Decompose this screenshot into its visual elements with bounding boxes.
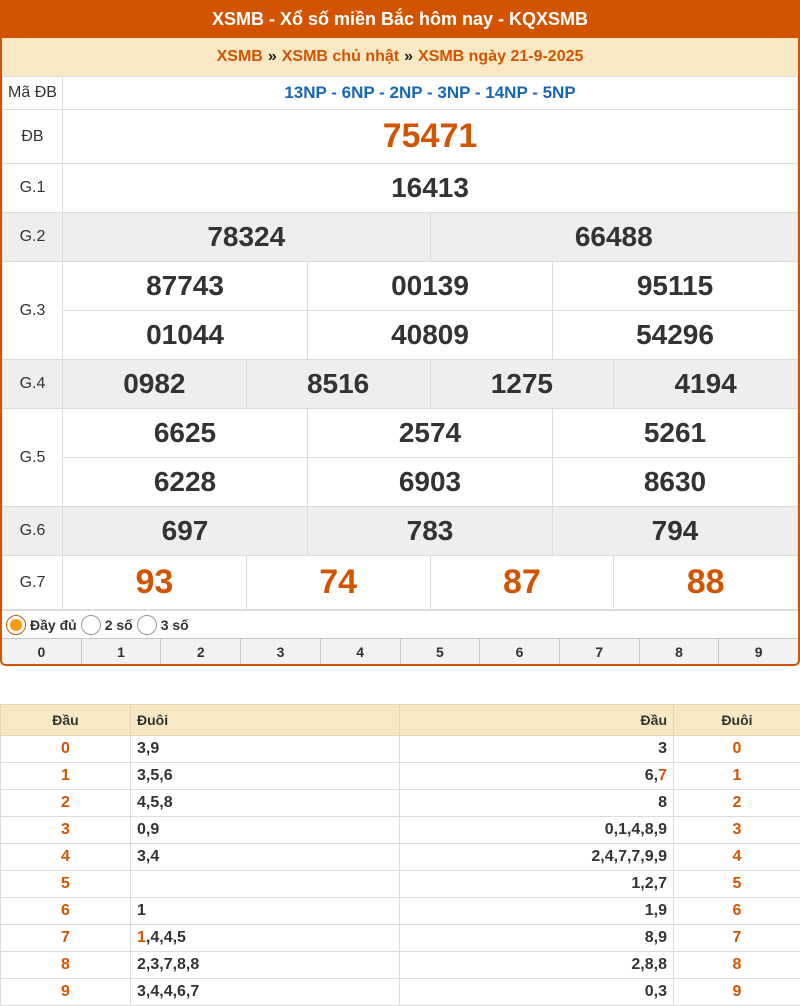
prize-2: 66488 (430, 213, 798, 262)
breadcrumb-xsmb-sunday[interactable]: XSMB chủ nhật (281, 48, 400, 65)
digit-filter-4[interactable]: 4 (321, 639, 401, 665)
digit-filter-3[interactable]: 3 (241, 639, 321, 665)
loto-header-dau: Đầu (400, 705, 674, 736)
loto-header-duoi: Đuôi (131, 705, 400, 736)
prize-5: 2574 (308, 409, 553, 458)
prize-4: 1275 (430, 360, 614, 409)
prize-7: 74 (246, 556, 430, 610)
prize-4: 8516 (246, 360, 430, 409)
option-2-digits[interactable] (81, 615, 133, 635)
loto-dau-reverse: 8 (400, 790, 674, 817)
madb-label: Mã ĐB (3, 77, 63, 110)
loto-dau-reverse: 2,8,8 (400, 952, 674, 979)
loto-dau-reverse: 0,3 (400, 979, 674, 1006)
display-options (2, 610, 798, 638)
table-row (1, 817, 800, 844)
loto-duoi-digit: 4 (674, 844, 800, 871)
breadcrumb (2, 38, 798, 76)
loto-duoi: 2,3,7,8,8 (131, 952, 400, 979)
table-row (1, 844, 800, 871)
table-row (1, 736, 800, 763)
breadcrumb-separator: » (267, 48, 277, 65)
prize-3: 54296 (553, 311, 798, 360)
loto-duoi: 4,5,8 (131, 790, 400, 817)
option-label: 2 số (104, 616, 133, 633)
prize-5: 6625 (63, 409, 308, 458)
loto-dau: 5 (1, 871, 131, 898)
prize-4: 4194 (614, 360, 798, 409)
loto-dau-reverse: 1,2,7 (400, 871, 674, 898)
loto-duoi (131, 925, 400, 952)
option-3-digits[interactable] (137, 615, 189, 635)
prize-5: 6903 (308, 458, 553, 507)
digit-filter-2[interactable]: 2 (161, 639, 241, 665)
loto-duoi-digit: 6 (674, 898, 800, 925)
loto-duoi-digit: 3 (674, 817, 800, 844)
loto-duoi: 1 (131, 898, 400, 925)
loto-duoi-digit: 1 (674, 763, 800, 790)
breadcrumb-xsmb[interactable]: XSMB (216, 48, 263, 65)
loto-duoi: 0,9 (131, 817, 400, 844)
digit-filter-9[interactable]: 9 (754, 644, 763, 660)
loto-dau: 1 (1, 763, 131, 790)
loto-dau-reverse: 3 (400, 736, 674, 763)
option-full[interactable] (6, 615, 77, 635)
g5-label: G.5 (3, 409, 63, 507)
loto-duoi-digit: 8 (674, 952, 800, 979)
loto-table (0, 704, 800, 1006)
prize-2: 78324 (63, 213, 431, 262)
loto-dau-reverse: 2,4,7,7,9,9 (400, 844, 674, 871)
table-row (1, 952, 800, 979)
radio-icon[interactable] (137, 615, 157, 635)
prize-3: 95115 (553, 262, 798, 311)
loto-dau: 2 (1, 790, 131, 817)
loto-duoi (131, 871, 400, 898)
loto-value-highlight: 1 (137, 929, 146, 946)
loto-dau-reverse: 1,9 (400, 898, 674, 925)
loto-dau: 6 (1, 898, 131, 925)
g2-label: G.2 (3, 213, 63, 262)
prize-3: 40809 (308, 311, 553, 360)
digit-filter-8[interactable]: 8 (640, 639, 720, 665)
digit-filter-bar (2, 638, 798, 665)
table-row (1, 763, 800, 790)
db-label: ĐB (3, 110, 63, 164)
loto-dau-reverse: 0,1,4,8,9 (400, 817, 674, 844)
g3-label: G.3 (3, 262, 63, 360)
loto-duoi: 3,4,4,6,7 (131, 979, 400, 1006)
prize-5: 6228 (63, 458, 308, 507)
prize-3: 01044 (63, 311, 308, 360)
digit-filter-5[interactable]: 5 (401, 639, 481, 665)
loto-header-dau: Đầu (1, 705, 131, 736)
loto-duoi-digit: 9 (674, 979, 800, 1006)
radio-selected-icon[interactable] (6, 615, 26, 635)
prize-7: 93 (63, 556, 247, 610)
prize-5: 5261 (553, 409, 798, 458)
loto-duoi: 3,9 (131, 736, 400, 763)
table-row (1, 925, 800, 952)
g6-label: G.6 (3, 507, 63, 556)
loto-dau: 8 (1, 952, 131, 979)
page-title: XSMB - Xổ số miền Bắc hôm nay - KQXSMB (0, 0, 800, 38)
digit-filter-7[interactable]: 7 (560, 639, 640, 665)
prize-6: 783 (308, 507, 553, 556)
loto-dau: 3 (1, 817, 131, 844)
g4-label: G.4 (3, 360, 63, 409)
prize-7: 88 (614, 556, 798, 610)
loto-duoi-digit: 7 (674, 925, 800, 952)
option-label: Đầy đủ (30, 616, 77, 633)
digit-filter-6[interactable]: 6 (480, 639, 560, 665)
loto-value: ,4,4,5 (145, 929, 186, 946)
radio-icon[interactable] (81, 615, 101, 635)
table-row (1, 898, 800, 925)
loto-dau: 0 (1, 736, 131, 763)
prize-3: 87743 (63, 262, 308, 311)
madb-value: 13NP - 6NP - 2NP - 3NP - 14NP - 5NP (63, 77, 798, 110)
prize-7: 87 (430, 556, 614, 610)
loto-dau-reverse: 8,9 (400, 925, 674, 952)
loto-dau-reverse (400, 763, 674, 790)
prize-6: 794 (553, 507, 798, 556)
loto-dau: 9 (1, 979, 131, 1006)
table-row (1, 790, 800, 817)
loto-dau: 7 (1, 925, 131, 952)
breadcrumb-xsmb-date[interactable]: XSMB ngày 21-9-2025 (417, 48, 584, 65)
loto-value: 6, (644, 767, 659, 784)
loto-dau: 4 (1, 844, 131, 871)
prize-6: 697 (63, 507, 308, 556)
loto-duoi: 3,4 (131, 844, 400, 871)
g7-label: G.7 (3, 556, 63, 610)
prize-3: 00139 (308, 262, 553, 311)
loto-duoi: 3,5,6 (131, 763, 400, 790)
breadcrumb-separator: » (404, 48, 413, 65)
loto-duoi-digit: 5 (674, 871, 800, 898)
g1-label: G.1 (3, 164, 63, 213)
loto-duoi-digit: 2 (674, 790, 800, 817)
prize-4: 0982 (63, 360, 247, 409)
special-prize: 75471 (63, 110, 798, 164)
table-row (1, 979, 800, 1006)
digit-filter-0[interactable]: 0 (2, 639, 82, 665)
option-label: 3 số (160, 616, 189, 633)
loto-duoi-digit: 0 (674, 736, 800, 763)
table-row (1, 871, 800, 898)
prize-5: 8630 (553, 458, 798, 507)
loto-header-duoi: Đuôi (674, 705, 800, 736)
results-table (2, 76, 798, 610)
prize-1: 16413 (63, 164, 798, 213)
loto-value-highlight: 7 (658, 767, 667, 784)
digit-filter-1[interactable]: 1 (82, 639, 162, 665)
